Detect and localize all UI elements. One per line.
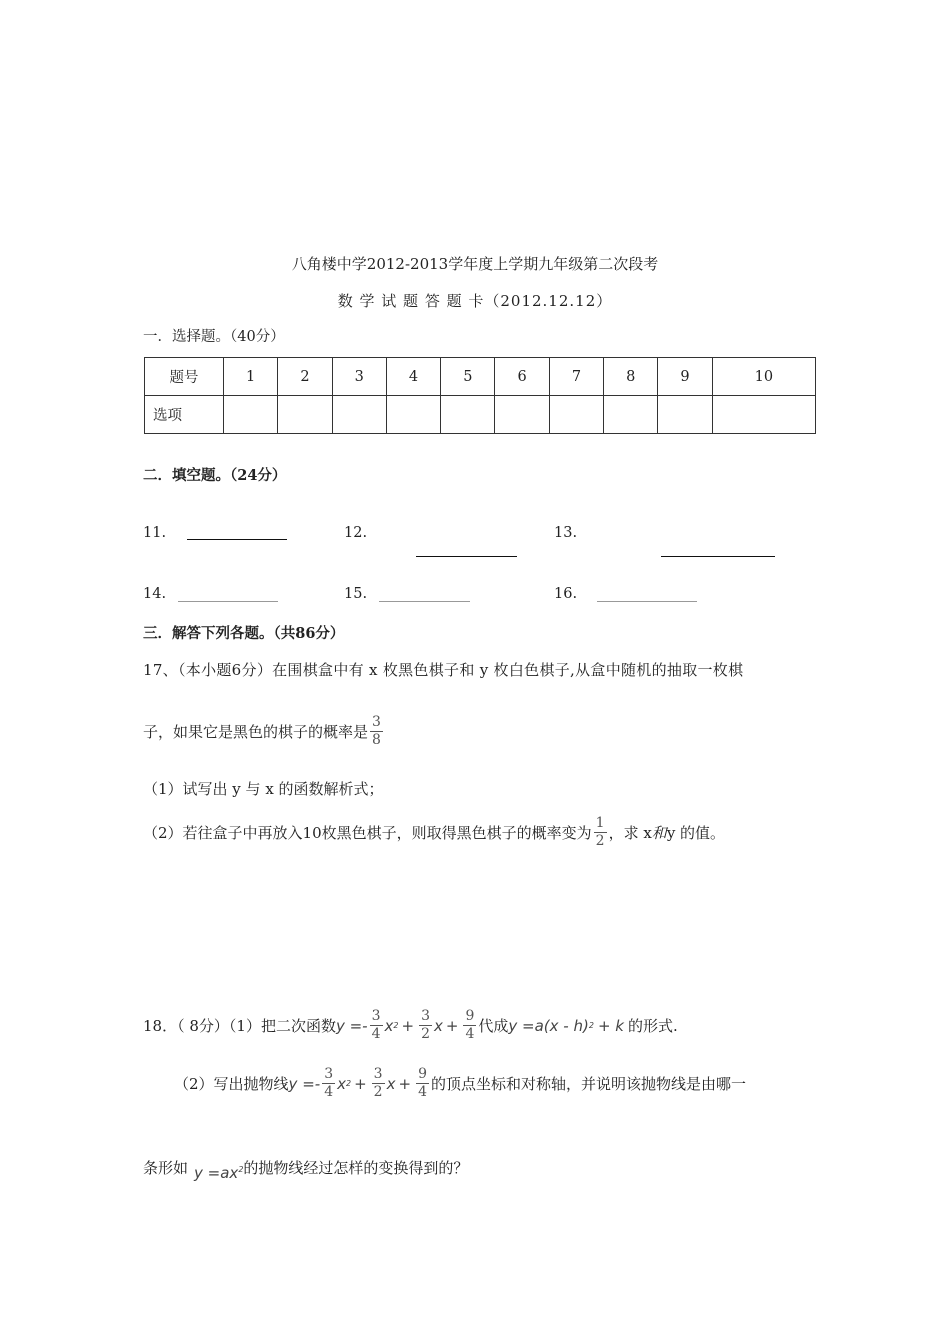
answer-cell[interactable] bbox=[658, 396, 712, 434]
answer-cell[interactable] bbox=[386, 396, 440, 434]
answer-blank-13[interactable] bbox=[661, 556, 775, 557]
answer-table bbox=[144, 357, 816, 434]
row-label-number: 题号 bbox=[145, 358, 224, 396]
answer-blank-15[interactable] bbox=[379, 601, 470, 602]
question-number: 2 bbox=[278, 358, 332, 396]
blank-label-12: 12. bbox=[344, 525, 368, 541]
answer-blank-12[interactable] bbox=[416, 556, 517, 557]
section2-heading: 二．填空题。（24分） bbox=[143, 467, 287, 484]
row-label-choice: 选项 bbox=[145, 396, 224, 434]
table-row bbox=[145, 358, 816, 396]
answer-cell[interactable] bbox=[604, 396, 658, 434]
section1-heading: 一．选择题。（40分） bbox=[143, 329, 285, 345]
question-number: 10 bbox=[712, 358, 815, 396]
fraction-3-8: $\frac{3}{8}$ bbox=[372, 714, 381, 748]
table-row bbox=[145, 396, 816, 434]
answer-cell[interactable] bbox=[441, 396, 495, 434]
blank-label-15: 15. bbox=[344, 586, 368, 602]
answer-cell[interactable] bbox=[332, 396, 386, 434]
question-number: 5 bbox=[441, 358, 495, 396]
blank-label-11: 11. bbox=[143, 525, 167, 541]
question-number: 4 bbox=[386, 358, 440, 396]
blank-label-13: 13. bbox=[554, 525, 578, 541]
answer-cell[interactable] bbox=[278, 396, 332, 434]
question-number: 3 bbox=[332, 358, 386, 396]
q17-line2-text: 子，如果它是黑色的棋子的概率是 bbox=[143, 723, 369, 741]
fraction-1-2: $\frac{1}{2}$ bbox=[595, 815, 605, 849]
q18-line3: 条形如 y =ax $^2$ 的抛物线经过怎样的变换得到的？ bbox=[143, 1158, 469, 1182]
page-title: 八角楼中学2012-2013学年度上学期九年级第二次段考 bbox=[291, 255, 659, 273]
question-number: 8 bbox=[604, 358, 658, 396]
page-subtitle: 数 学 试 题 答 题 卡（2012.12.12） bbox=[337, 292, 613, 310]
q18-line2: （2）写出抛物线 y =- $\frac{3}{4}$ x 2 + $\frac{3}{2}$ x + $\frac{9}{4}$ 的顶点坐标和对称轴，并说明该抛物线是由哪一 bbox=[174, 1066, 746, 1100]
blank-label-14: 14. bbox=[143, 586, 167, 602]
question-number: 7 bbox=[549, 358, 603, 396]
question-number: 1 bbox=[224, 358, 278, 396]
question-number: 6 bbox=[495, 358, 549, 396]
answer-cell[interactable] bbox=[712, 396, 815, 434]
q17-part2: （2）若往盒子中再放入10枚黑色棋子，则取得黑色棋子的概率变为 $\frac{1}{2}$ ，求 x 和 y 的值。 bbox=[143, 815, 726, 849]
answer-cell[interactable] bbox=[549, 396, 603, 434]
section3-heading: 三．解答下列各题。（共86分） bbox=[143, 625, 345, 642]
blank-label-16: 16. bbox=[554, 586, 578, 602]
q17-line2 bbox=[143, 714, 385, 749]
answer-blank-11[interactable] bbox=[187, 539, 287, 540]
answer-blank-16[interactable] bbox=[597, 601, 697, 602]
question-number: 9 bbox=[658, 358, 712, 396]
q17-part1: （1）试写出 y 与 x 的函数解析式； bbox=[143, 780, 384, 798]
answer-cell[interactable] bbox=[495, 396, 549, 434]
q17-line1: 17、（本小题6分）在围棋盒中有 x 枚黑色棋子和 y 枚白色棋子,从盒中随机的抽取一枚棋 bbox=[143, 661, 744, 679]
answer-cell[interactable] bbox=[224, 396, 278, 434]
answer-blank-14[interactable] bbox=[178, 601, 278, 602]
q18-line1: 18．（ 8分）（1）把二次函数 y =- $\frac{3}{4}$ x 2 + $\frac{3}{2}$ x + $\frac{9}{4}$ 代成 y =a(x - h) 2 + k 的形式. bbox=[143, 1008, 678, 1042]
